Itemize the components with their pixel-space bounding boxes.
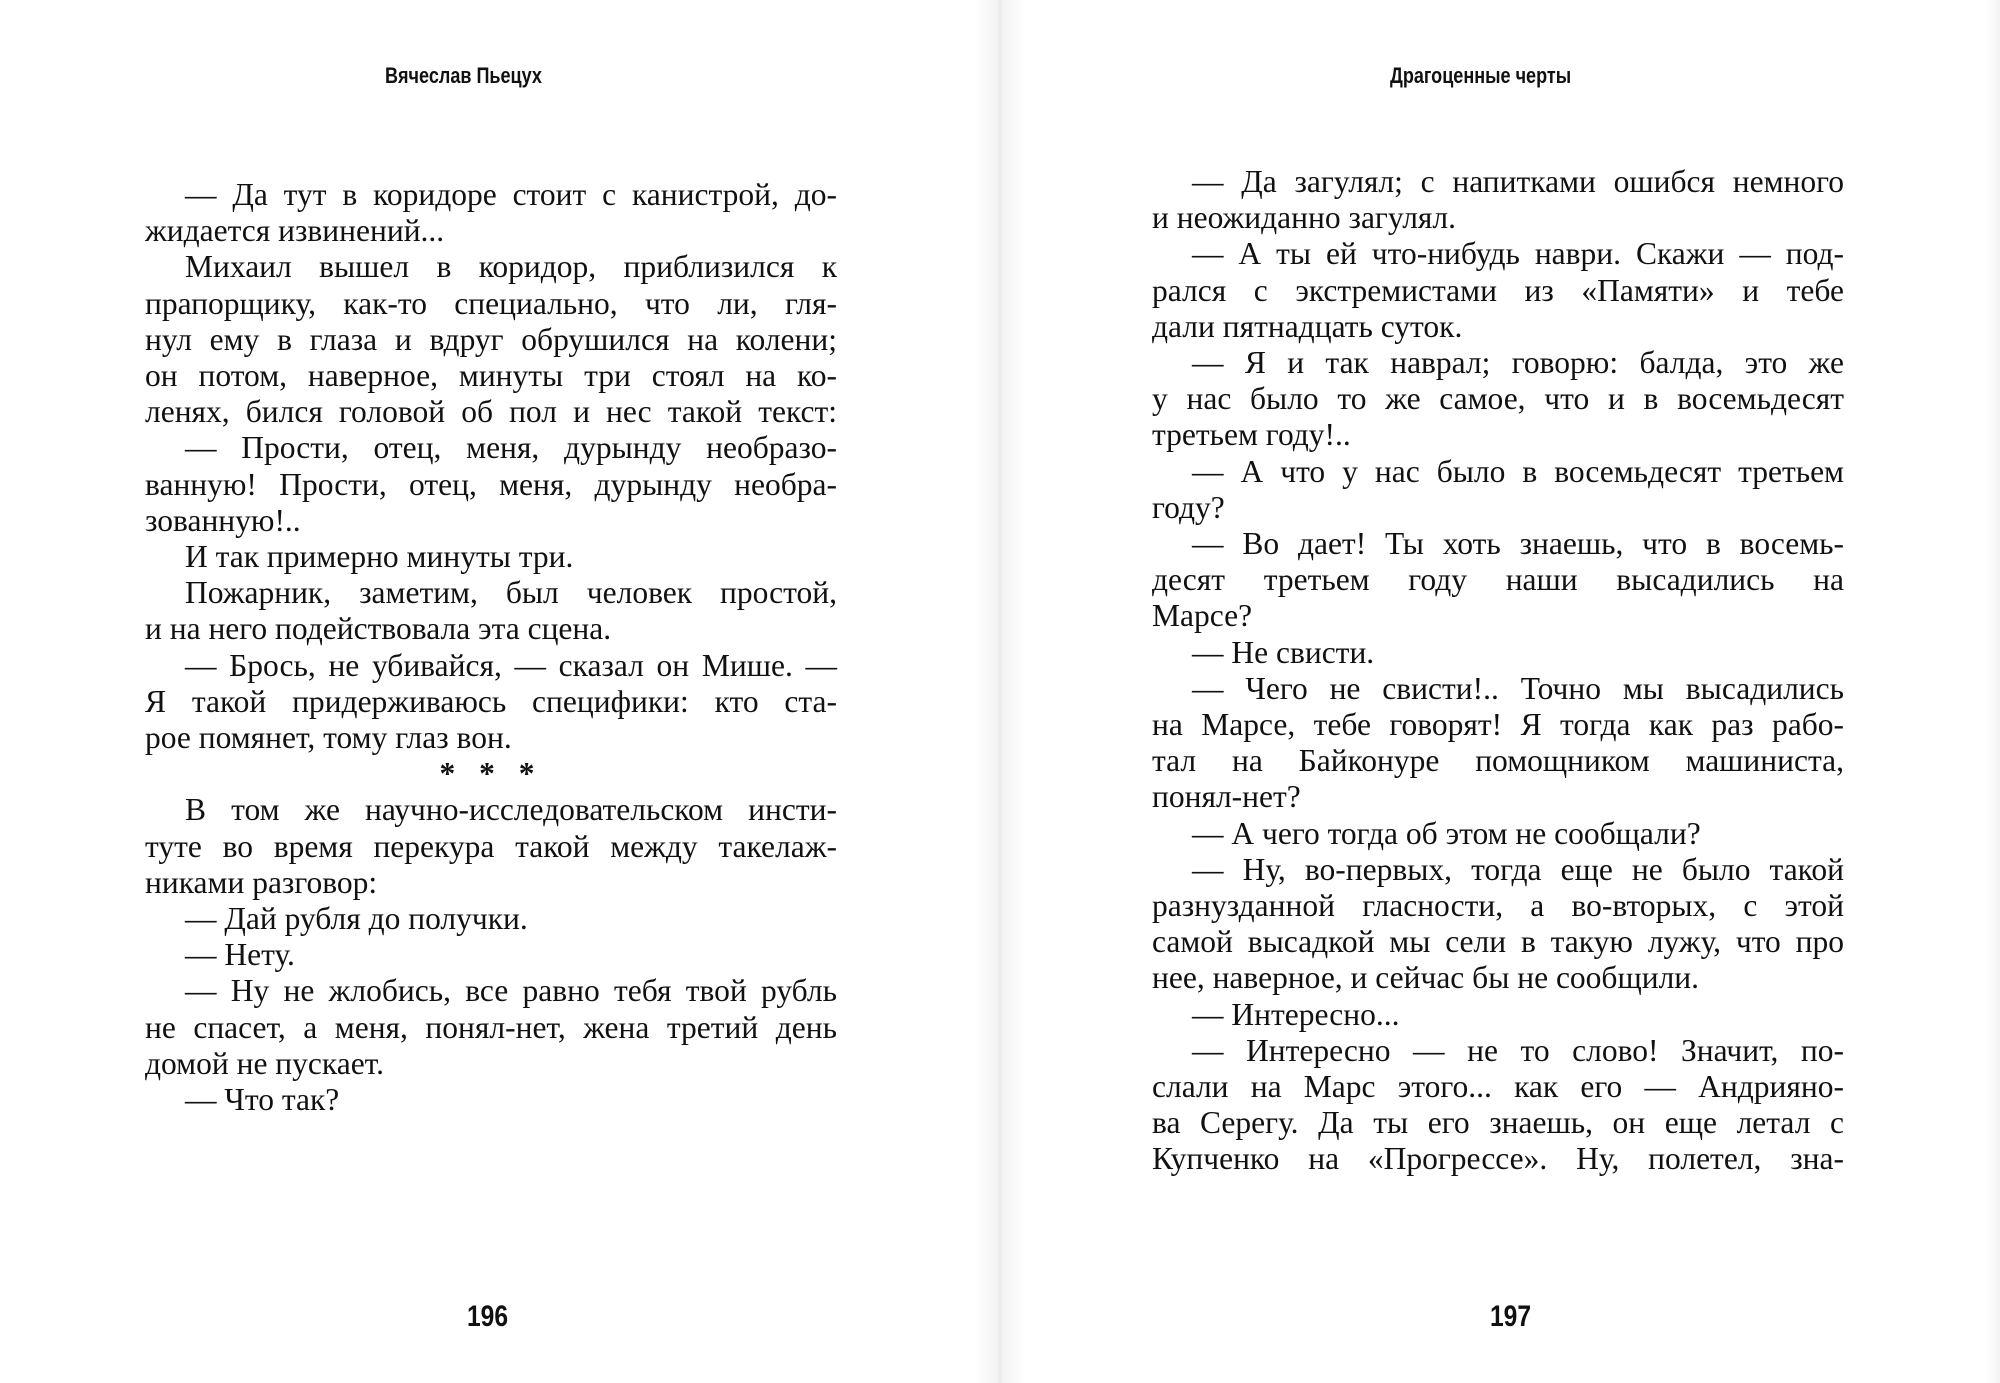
- text-line: у нас было то же самое, что и в восемьдесят: [1152, 381, 1844, 417]
- text-line: — Что так?: [185, 1082, 340, 1118]
- text-line: — Ну не жлобись, все равно тебя твой рубль: [185, 973, 837, 1009]
- text-line: — А чего тогда об этом не сообщали?: [1192, 815, 1701, 851]
- text-line: Пожарник, заметим, был человек простой,: [185, 575, 837, 611]
- text-line: тал на Байконуре помощником машиниста,: [1152, 743, 1844, 779]
- text-line: рое помянет, тому глаз вон.: [145, 720, 512, 756]
- text-line: ленях, бился головой об пол и нес такой текст:: [145, 394, 837, 430]
- text-line: — Чего не свисти!.. Точно мы высадились: [1192, 670, 1844, 706]
- text-line: — Я и так наврал; говорю: балда, это же: [1192, 345, 1844, 381]
- text-line: — А ты ей что-нибудь наври. Скажи — под-: [1192, 236, 1844, 272]
- text-line: — Прости, отец, меня, дурынду необразо-: [185, 430, 837, 466]
- text-line: он потом, наверное, минуты три стоял на ко-: [145, 358, 837, 394]
- text-line: — Брось, не убивайся, — сказал он Мише. —: [185, 647, 837, 683]
- text-line: — Не свисти.: [1192, 634, 1375, 670]
- text-line: И так примерно минуты три.: [185, 539, 574, 575]
- text-line: — Нету.: [185, 937, 295, 973]
- running-head-title: Драгоценные черты: [1390, 63, 1572, 88]
- text-line: десят третьем году наши высадились на: [1152, 562, 1844, 598]
- text-line: В том же научно-исследовательском инсти-: [185, 792, 837, 828]
- text-line: году?: [1152, 489, 1225, 525]
- text-line: никами разговор:: [145, 864, 378, 900]
- right-page: [1010, 0, 2000, 1383]
- text-line: ванную! Прости, отец, меня, дурынду необра-: [145, 466, 837, 502]
- page-number-left: 196: [467, 1300, 509, 1333]
- text-line: жидается извинений...: [145, 213, 445, 249]
- text-line: понял-нет?: [1152, 779, 1301, 815]
- text-line: — Интересно — не то слово! Значит, по-: [1192, 1032, 1844, 1068]
- text-line: — Дай рубля до получки.: [185, 901, 528, 937]
- section-break: * * *: [439, 756, 543, 792]
- text-line: прапорщику, как-то специально, что ли, гля-: [145, 285, 837, 321]
- text-line: и неожиданно загулял.: [1152, 200, 1457, 236]
- text-line: на Марсе, тебе говорят! Я тогда как раз рабо-: [1152, 707, 1844, 743]
- left-page-body: [145, 177, 837, 1118]
- text-line: Марсе?: [1152, 598, 1253, 634]
- text-line: разнузданной гласности, а во-вторых, с этой: [1152, 888, 1844, 924]
- text-line: дали пятнадцать суток.: [1152, 308, 1463, 344]
- text-line: самой высадкой мы сели в такую лужу, что про: [1152, 924, 1844, 960]
- text-line: домой не пускает.: [145, 1045, 384, 1081]
- text-line: Михаил вышел в коридор, приблизился к: [185, 249, 837, 285]
- text-line: Купченко на «Прогрессе». Ну, полетел, зна-: [1152, 1141, 1844, 1177]
- text-line: Я такой придерживаюсь специфики: кто ста-: [145, 683, 837, 719]
- text-line: — А что у нас было в восемьдесят третьем: [1192, 453, 1844, 489]
- text-line: слали на Марс этого... как его — Андрияно-: [1152, 1069, 1844, 1105]
- text-line: нее, наверное, и сейчас бы не сообщили.: [1152, 960, 1700, 996]
- text-line: ва Серегу. Да ты его знаешь, он еще летал с: [1152, 1105, 1844, 1141]
- text-line: зованную!..: [145, 502, 301, 538]
- text-line: рался с экстремистами из «Памяти» и тебе: [1152, 272, 1844, 308]
- text-line: туте во время перекура такой между такелаж-: [145, 828, 837, 864]
- text-line: — Да загулял; с напитками ошибся немного: [1192, 164, 1844, 199]
- text-line: — Ну, во-первых, тогда еще не было такой: [1192, 851, 1844, 887]
- page-number-right: 197: [1490, 1300, 1532, 1333]
- text-line: нул ему в глаза и вдруг обрушился на колени;: [145, 321, 837, 357]
- text-line: не спасет, а меня, понял-нет, жена третий день: [145, 1009, 837, 1045]
- text-line: — Да тут в коридоре стоит с канистрой, до-: [185, 177, 837, 212]
- running-head-author: Вячеслав Пьецух: [385, 63, 542, 88]
- text-line: — Интересно...: [1192, 996, 1400, 1032]
- text-line: третьем году!..: [1152, 417, 1351, 453]
- right-page-body: [1152, 164, 1844, 1178]
- left-page: [0, 0, 990, 1383]
- text-line: и на него подействовала эта сцена.: [145, 611, 612, 647]
- text-line: — Во дает! Ты хоть знаешь, что в восемь-: [1192, 526, 1844, 562]
